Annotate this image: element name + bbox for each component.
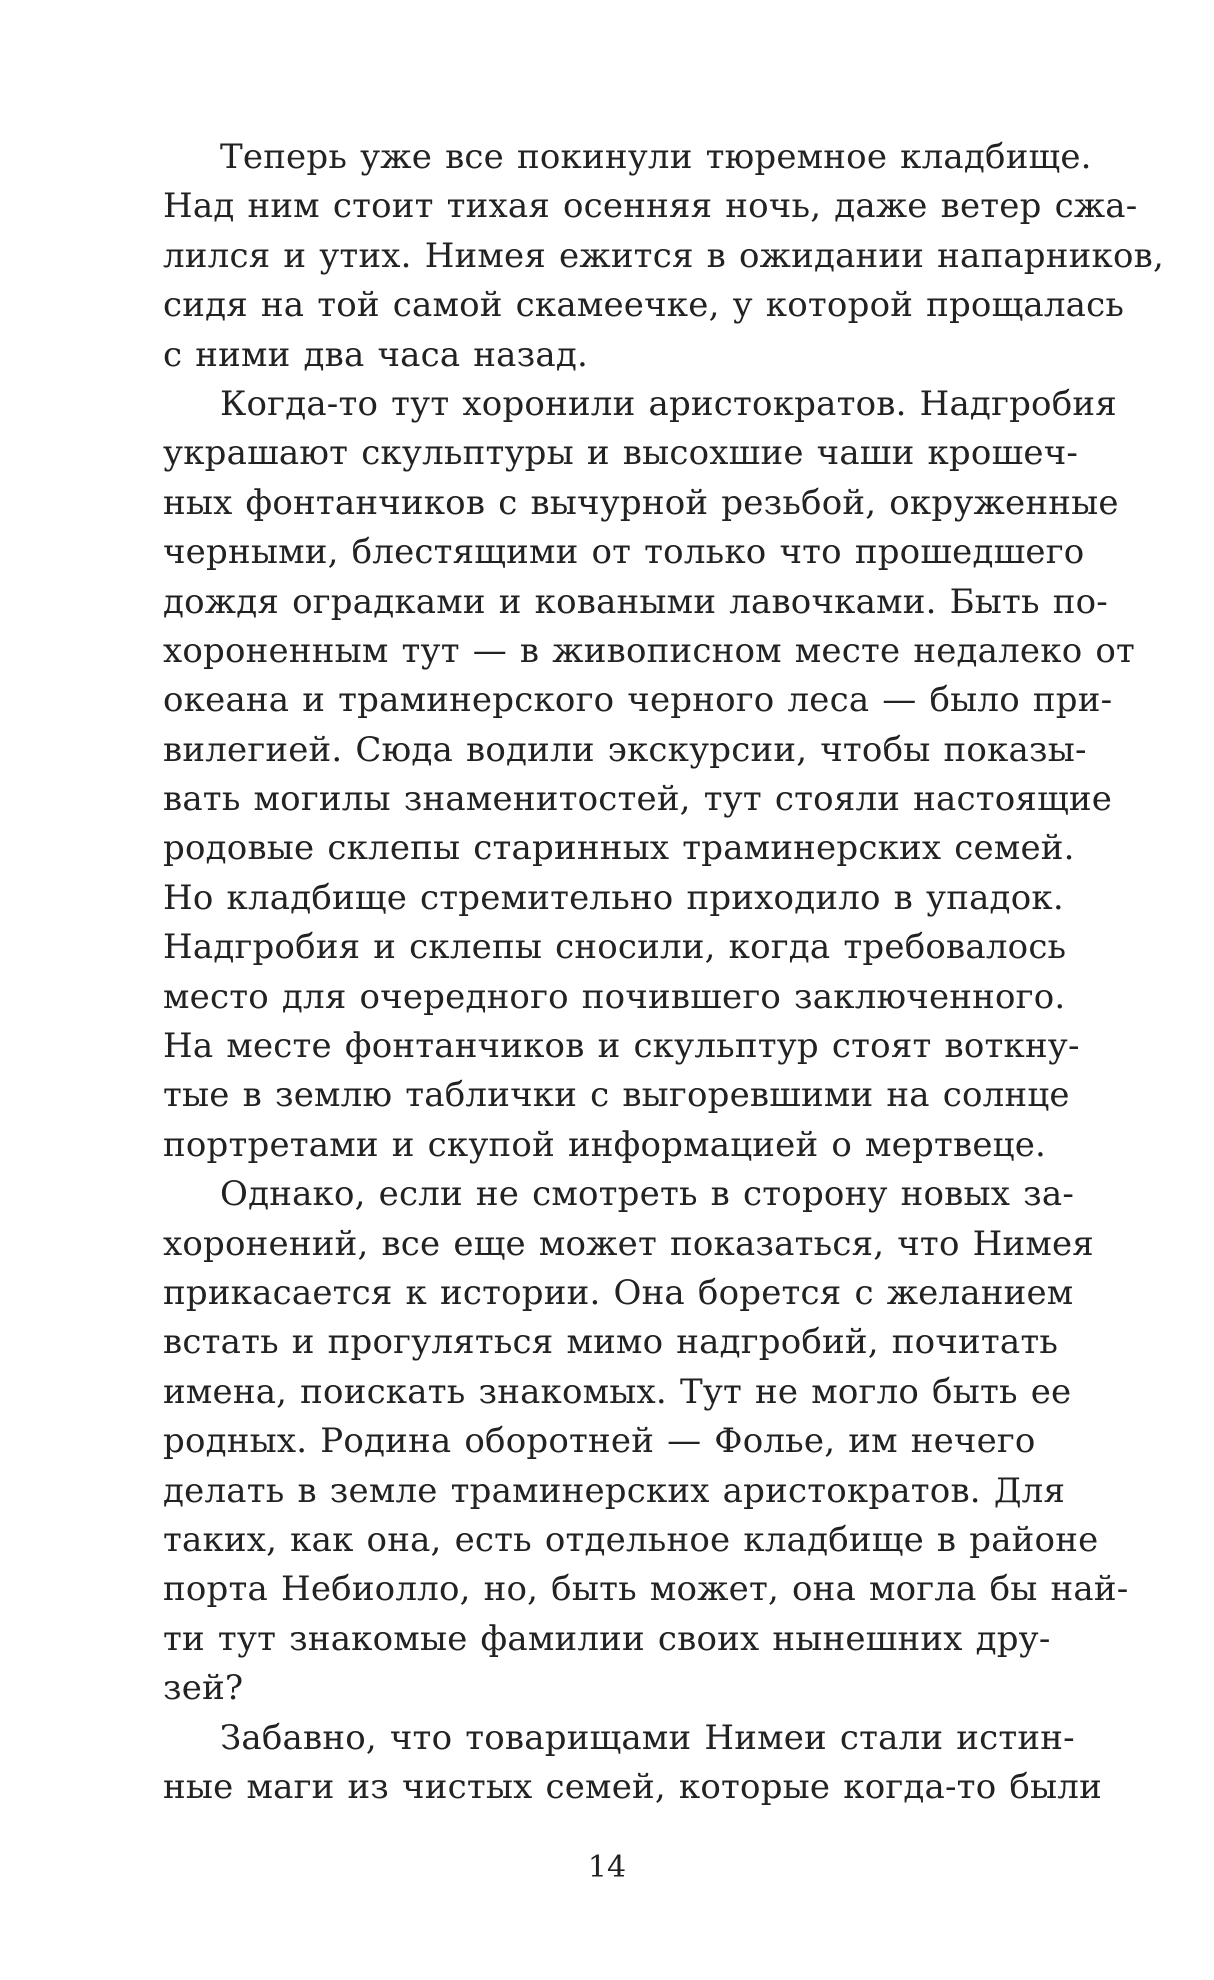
text-line: с ними два часа назад. [163,334,588,375]
text-line: ные маги из чистых семей, которые когда-то были [163,1766,1102,1807]
text-line: имена, поискать знакомых. Тут не могло быть ее [163,1371,1072,1412]
text-line: место для очередного почившего заключенного. [163,976,1066,1017]
text-line: лился и утих. Нимея ежится в ожидании напарников, [163,235,1164,276]
text-line: портретами и скупой информацией о мертвеце. [163,1124,1047,1165]
text-line: вилегией. Сюда водили экскурсии, чтобы показы- [163,729,1087,770]
text-line: сидя на той самой скамеечке, у которой прощалась [163,285,1125,326]
text-line: Теперь уже все покинули тюремное кладбище. [220,137,1092,177]
text-line: Однако, если не смотреть в сторону новых за- [220,1174,1075,1215]
text-line: тые в землю таблички с выгоревшими на солнце [163,1075,1070,1116]
text-line: ных фонтанчиков с вычурной резьбой, окруженные [163,482,1119,523]
text-line: встать и прогуляться мимо надгробий, почитать [163,1322,1059,1363]
text-line: украшают скульптуры и высохшие чаши крошеч- [163,433,1079,474]
text-line: ти тут знакомые фамилии своих нынешних дру- [163,1618,1051,1659]
text-line: прикасается к истории. Она борется с желанием [163,1272,1074,1313]
text-line: Над ним стоит тихая осенняя ночь, даже ветер сжа- [163,186,1138,227]
text-line: Когда-то тут хоронили аристократов. Надгробия [220,383,1117,424]
text-line: делать в земле траминерских аристократов. Для [163,1470,1066,1511]
text-line: родовые склепы старинных траминерских семей. [163,828,1075,869]
text-line: порта Небиолло, но, быть может, она могла бы най- [163,1569,1129,1610]
text-line: На месте фонтанчиков и скульптур стоят воткну- [163,1026,1080,1067]
text-line: хоронений, все еще может показаться, что Нимея [163,1223,1094,1264]
page-number: 14 [587,1850,627,1885]
text-line: океана и траминерского черного леса — было при- [163,680,1113,721]
text-line: родных. Родина оборотней — Фолье, им нечего [163,1421,1036,1462]
text-line: вать могилы знаменитостей, тут стояли настоящие [163,779,1113,820]
text-line: дождя оградками и коваными лавочками. Быть по- [163,581,1108,622]
text-line: черными, блестящими от только что прошедшего [163,532,1085,573]
text-line: Но кладбище стремительно приходило в упадок. [163,877,1064,918]
text-line: Забавно, что товарищами Нимеи стали истин- [220,1717,1075,1758]
text-line: Надгробия и склепы сносили, когда требовалось [163,927,1067,968]
body-text [163,133,1164,1812]
text-line: зей? [163,1668,244,1709]
text-line: хороненным тут — в живописном месте недалеко от [163,630,1136,671]
text-line: таких, как она, есть отдельное кладбище в районе [163,1519,1099,1560]
